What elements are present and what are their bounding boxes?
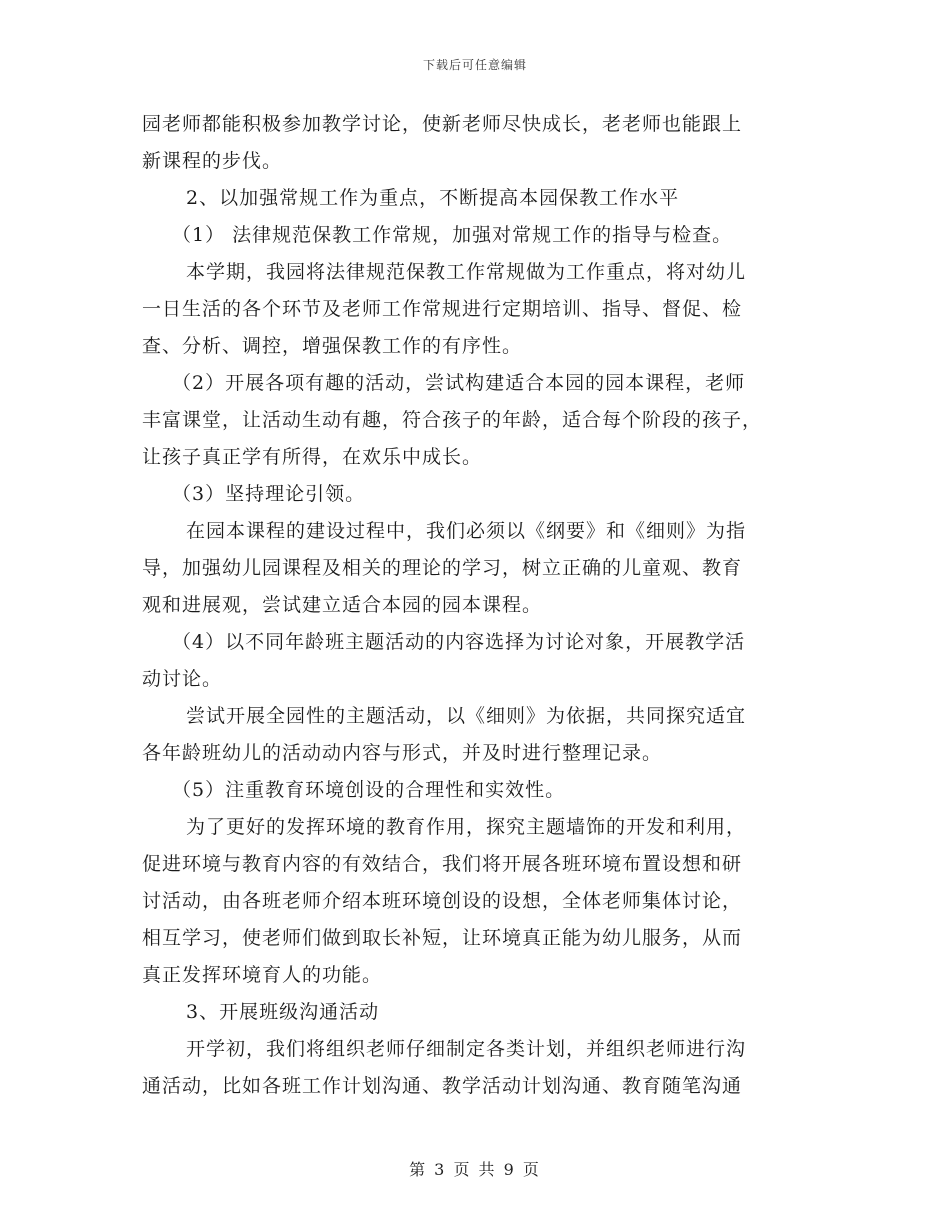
- text-line: 通活动，比如各班工作计划沟通、教学活动计划沟通、教育随笔沟通: [142, 1075, 743, 1097]
- text-line: 查、分析、调控，增强保教工作的有序性。: [142, 335, 523, 357]
- text-line: 真正发挥环境育人的功能。: [142, 964, 383, 986]
- text-line: 观和进展观，尝试建立适合本园的园本课程。: [142, 594, 543, 616]
- text-line: （2）开展各项有趣的活动，尝试构建适合本园的园本课程，老师: [172, 372, 746, 394]
- text-line: 为了更好的发挥环境的教育作用，探究主题墙饰的开发和利用，: [186, 816, 747, 838]
- text-line: 动讨论。: [142, 668, 223, 690]
- text-line: 丰富课堂，让活动生动有趣，符合孩子的年龄，适合每个阶段的孩子，: [142, 409, 763, 431]
- document-body: [142, 106, 810, 1105]
- text-line: 新课程的步伐。: [142, 150, 283, 172]
- page-number-footer: 第 3 页 共 9 页: [409, 1160, 541, 1179]
- text-line: 2、以加强常规工作为重点，不断提高本园保教工作水平: [186, 187, 680, 209]
- text-line: 让孩子真正学有所得，在欢乐中成长。: [142, 446, 483, 468]
- page-header: 下载后可任意编辑: [422, 58, 527, 72]
- text-line: 开学初，我们将组织老师仔细制定各类计划，并组织老师进行沟: [186, 1038, 747, 1060]
- text-line: （3）坚持理论引领。: [172, 483, 366, 505]
- text-line: （1） 法律规范保教工作常规，加强对常规工作的指导与检查。: [172, 224, 733, 246]
- text-line: 促进环境与教育内容的有效结合，我们将开展各班环境布置设想和研: [142, 853, 743, 875]
- text-line: 3、开展班级沟通活动: [186, 1001, 380, 1023]
- text-line: 相互学习，使老师们做到取长补短，让环境真正能为幼儿服务，从而: [142, 927, 743, 949]
- text-line: 园老师都能积极参加教学讨论，使新老师尽快成长，老老师也能跟上: [142, 113, 743, 135]
- text-line: 各年龄班幼儿的活动动内容与形式，并及时进行整理记录。: [142, 742, 663, 764]
- text-line: （5）注重教育环境创设的合理性和实效性。: [172, 779, 566, 801]
- text-line: （4）以不同年龄班主题活动的内容选择为讨论对象，开展教学活: [172, 631, 746, 653]
- text-line: 在园本课程的建设过程中，我们必须以《纲要》和《细则》为指: [186, 520, 747, 542]
- text-line: 尝试开展全园性的主题活动，以《细则》为依据，共同探究适宜: [186, 705, 747, 727]
- text-line: 导，加强幼儿园课程及相关的理论的学习，树立正确的儿童观、教育: [142, 557, 743, 579]
- text-line: 本学期，我园将法律规范保教工作常规做为工作重点，将对幼儿: [186, 261, 747, 283]
- text-line: 一日生活的各个环节及老师工作常规进行定期培训、指导、督促、检: [142, 298, 743, 320]
- text-line: 讨活动，由各班老师介绍本班环境创设的设想，全体老师集体讨论，: [142, 890, 743, 912]
